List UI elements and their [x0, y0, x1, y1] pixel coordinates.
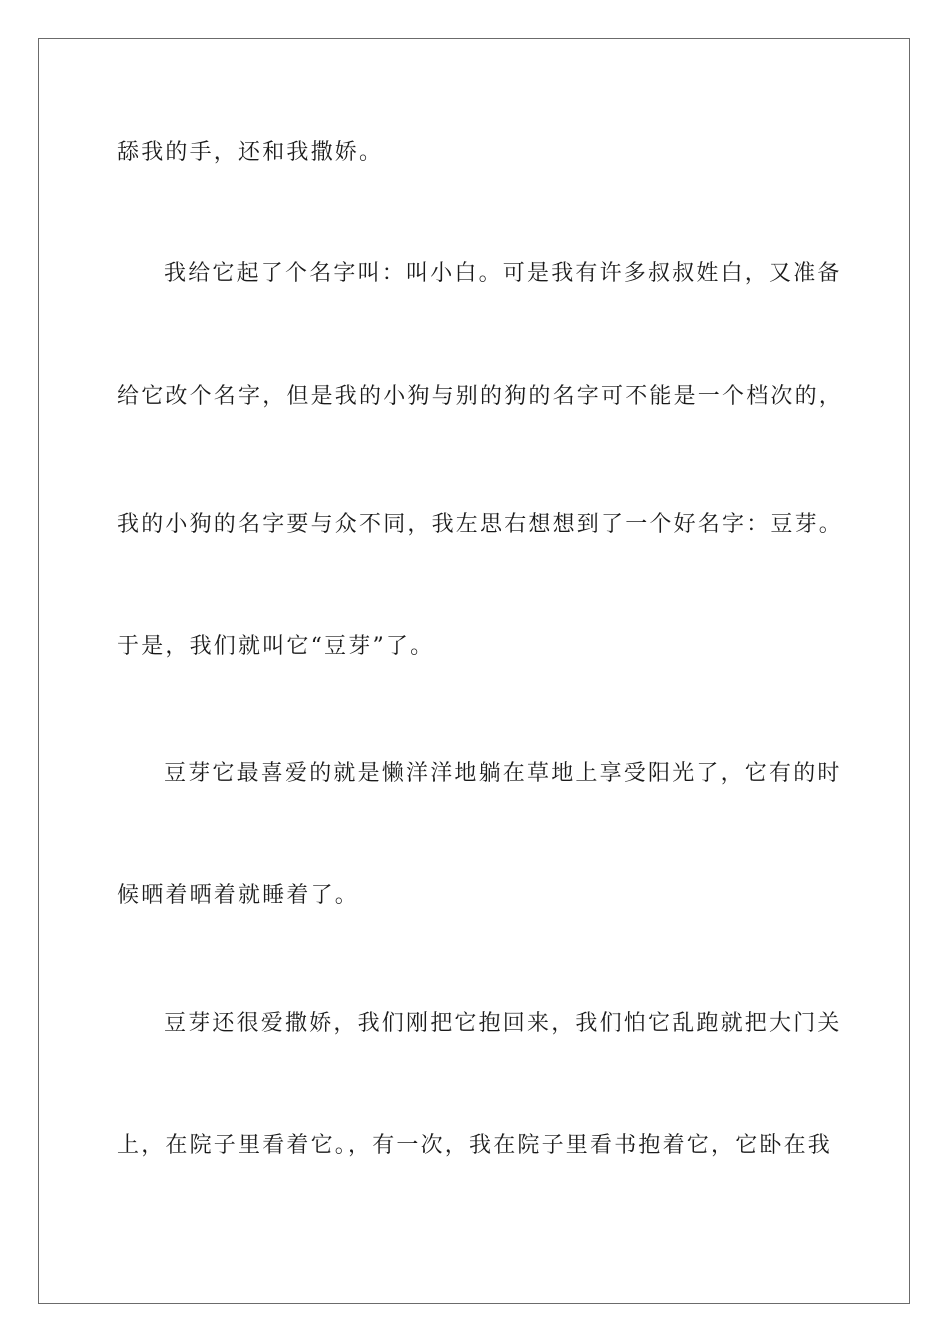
paragraph-start-line-8: 豆芽还很爱撒娇，我们刚把它抱回来，我们怕它乱跑就把大门关	[164, 1011, 842, 1036]
text-line-1: 舔我的手，还和我撒娇。	[117, 140, 384, 165]
text-line-9: 上，在院子里看着它。，有一次，我在院子里看书抱着它，它卧在我	[117, 1133, 833, 1158]
text-line-5: 于是，我们就叫它“豆芽”了。	[117, 634, 435, 659]
paragraph-start-line-2: 我给它起了个名字叫：叫小白。可是我有许多叔叔姓白，又准备	[164, 261, 842, 286]
text-line-7: 候晒着晒着就睡着了。	[117, 883, 360, 908]
text-line-4: 我的小狗的名字要与众不同，我左思右想想到了一个好名字：豆芽。	[117, 512, 844, 537]
paragraph-start-line-6: 豆芽它最喜爱的就是懒洋洋地躺在草地上享受阳光了，它有的时	[164, 761, 842, 786]
text-line-3: 给它改个名字，但是我的小狗与别的狗的名字可不能是一个档次的，	[117, 384, 844, 409]
page-border	[38, 38, 910, 1304]
